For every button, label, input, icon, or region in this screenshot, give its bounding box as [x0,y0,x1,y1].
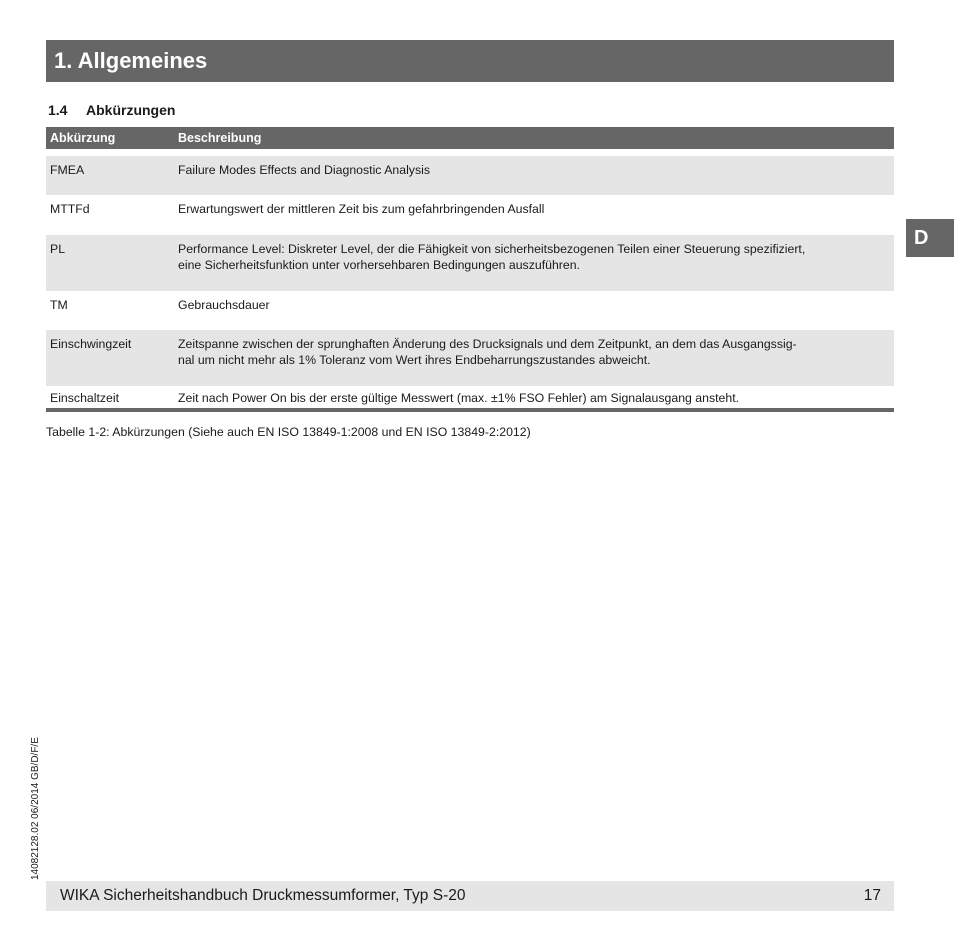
section-title: Abkürzungen [86,102,176,118]
language-tab-d [906,219,954,257]
row-description-line: Performance Level: Diskreter Level, der die Fähigkeit von sicherheitsbezogenen Teilen einer Steuerung spezifiziert, [178,242,806,256]
table-row [46,291,894,330]
table-row [46,386,894,408]
row-description [178,241,894,291]
row-description: Failure Modes Effects and Diagnostic Analysis [178,163,430,177]
chapter-heading [46,40,894,82]
page-footer [46,881,894,911]
row-description [178,336,894,386]
chapter-title: 1. Allgemeines [54,48,208,73]
row-description-line: nal um nicht mehr als 1% Toleranz vom Wert ihres Endbeharrungszustandes abweicht. [178,353,651,367]
section-heading [48,102,175,118]
row-abbreviation: Einschaltzeit [50,391,120,405]
table-row [46,235,894,291]
page-number: 17 [863,887,881,904]
row-description-line: Zeitspanne zwischen der sprunghaften Änderung des Drucksignals und dem Zeitpunkt, an dem das Ausgangssig- [178,337,797,351]
row-description: Zeit nach Power On bis der erste gültige Messwert (max. ±1% FSO Fehler) am Signalausgang ansteht. [178,391,740,405]
table-caption: Tabelle 1-2: Abkürzungen (Siehe auch EN ISO 13849-1:2008 und EN ISO 13849-2:2012) [46,425,531,439]
row-abbreviation: PL [50,242,66,256]
column-header-description: Beschreibung [178,131,262,145]
table-row [46,156,894,195]
row-abbreviation: FMEA [50,163,85,177]
row-description-line: eine Sicherheitsfunktion unter vorhersehbaren Bedingungen auszuführen. [178,258,580,272]
footer-title: WIKA Sicherheitshandbuch Druckmessumformer, Typ S-20 [60,887,466,904]
section-number: 1.4 [48,102,68,118]
table-bottom-rule [46,408,894,412]
table-row [46,195,894,235]
table-spacer [46,149,894,156]
document-code: 14082128.02 06/2014 GB/D/F/E [30,737,41,880]
row-description: Erwartungswert der mittleren Zeit bis zum gefahrbringenden Ausfall [178,202,545,216]
table-row [46,330,894,386]
row-abbreviation: TM [50,298,68,312]
language-tab-label: D [914,226,929,249]
abbreviations-table [46,127,894,412]
table-header-row [46,127,894,149]
row-abbreviation: MTTFd [50,202,90,216]
row-abbreviation: Einschwingzeit [50,337,132,351]
column-header-abbreviation: Abkürzung [50,131,116,145]
row-description: Gebrauchsdauer [178,298,270,312]
